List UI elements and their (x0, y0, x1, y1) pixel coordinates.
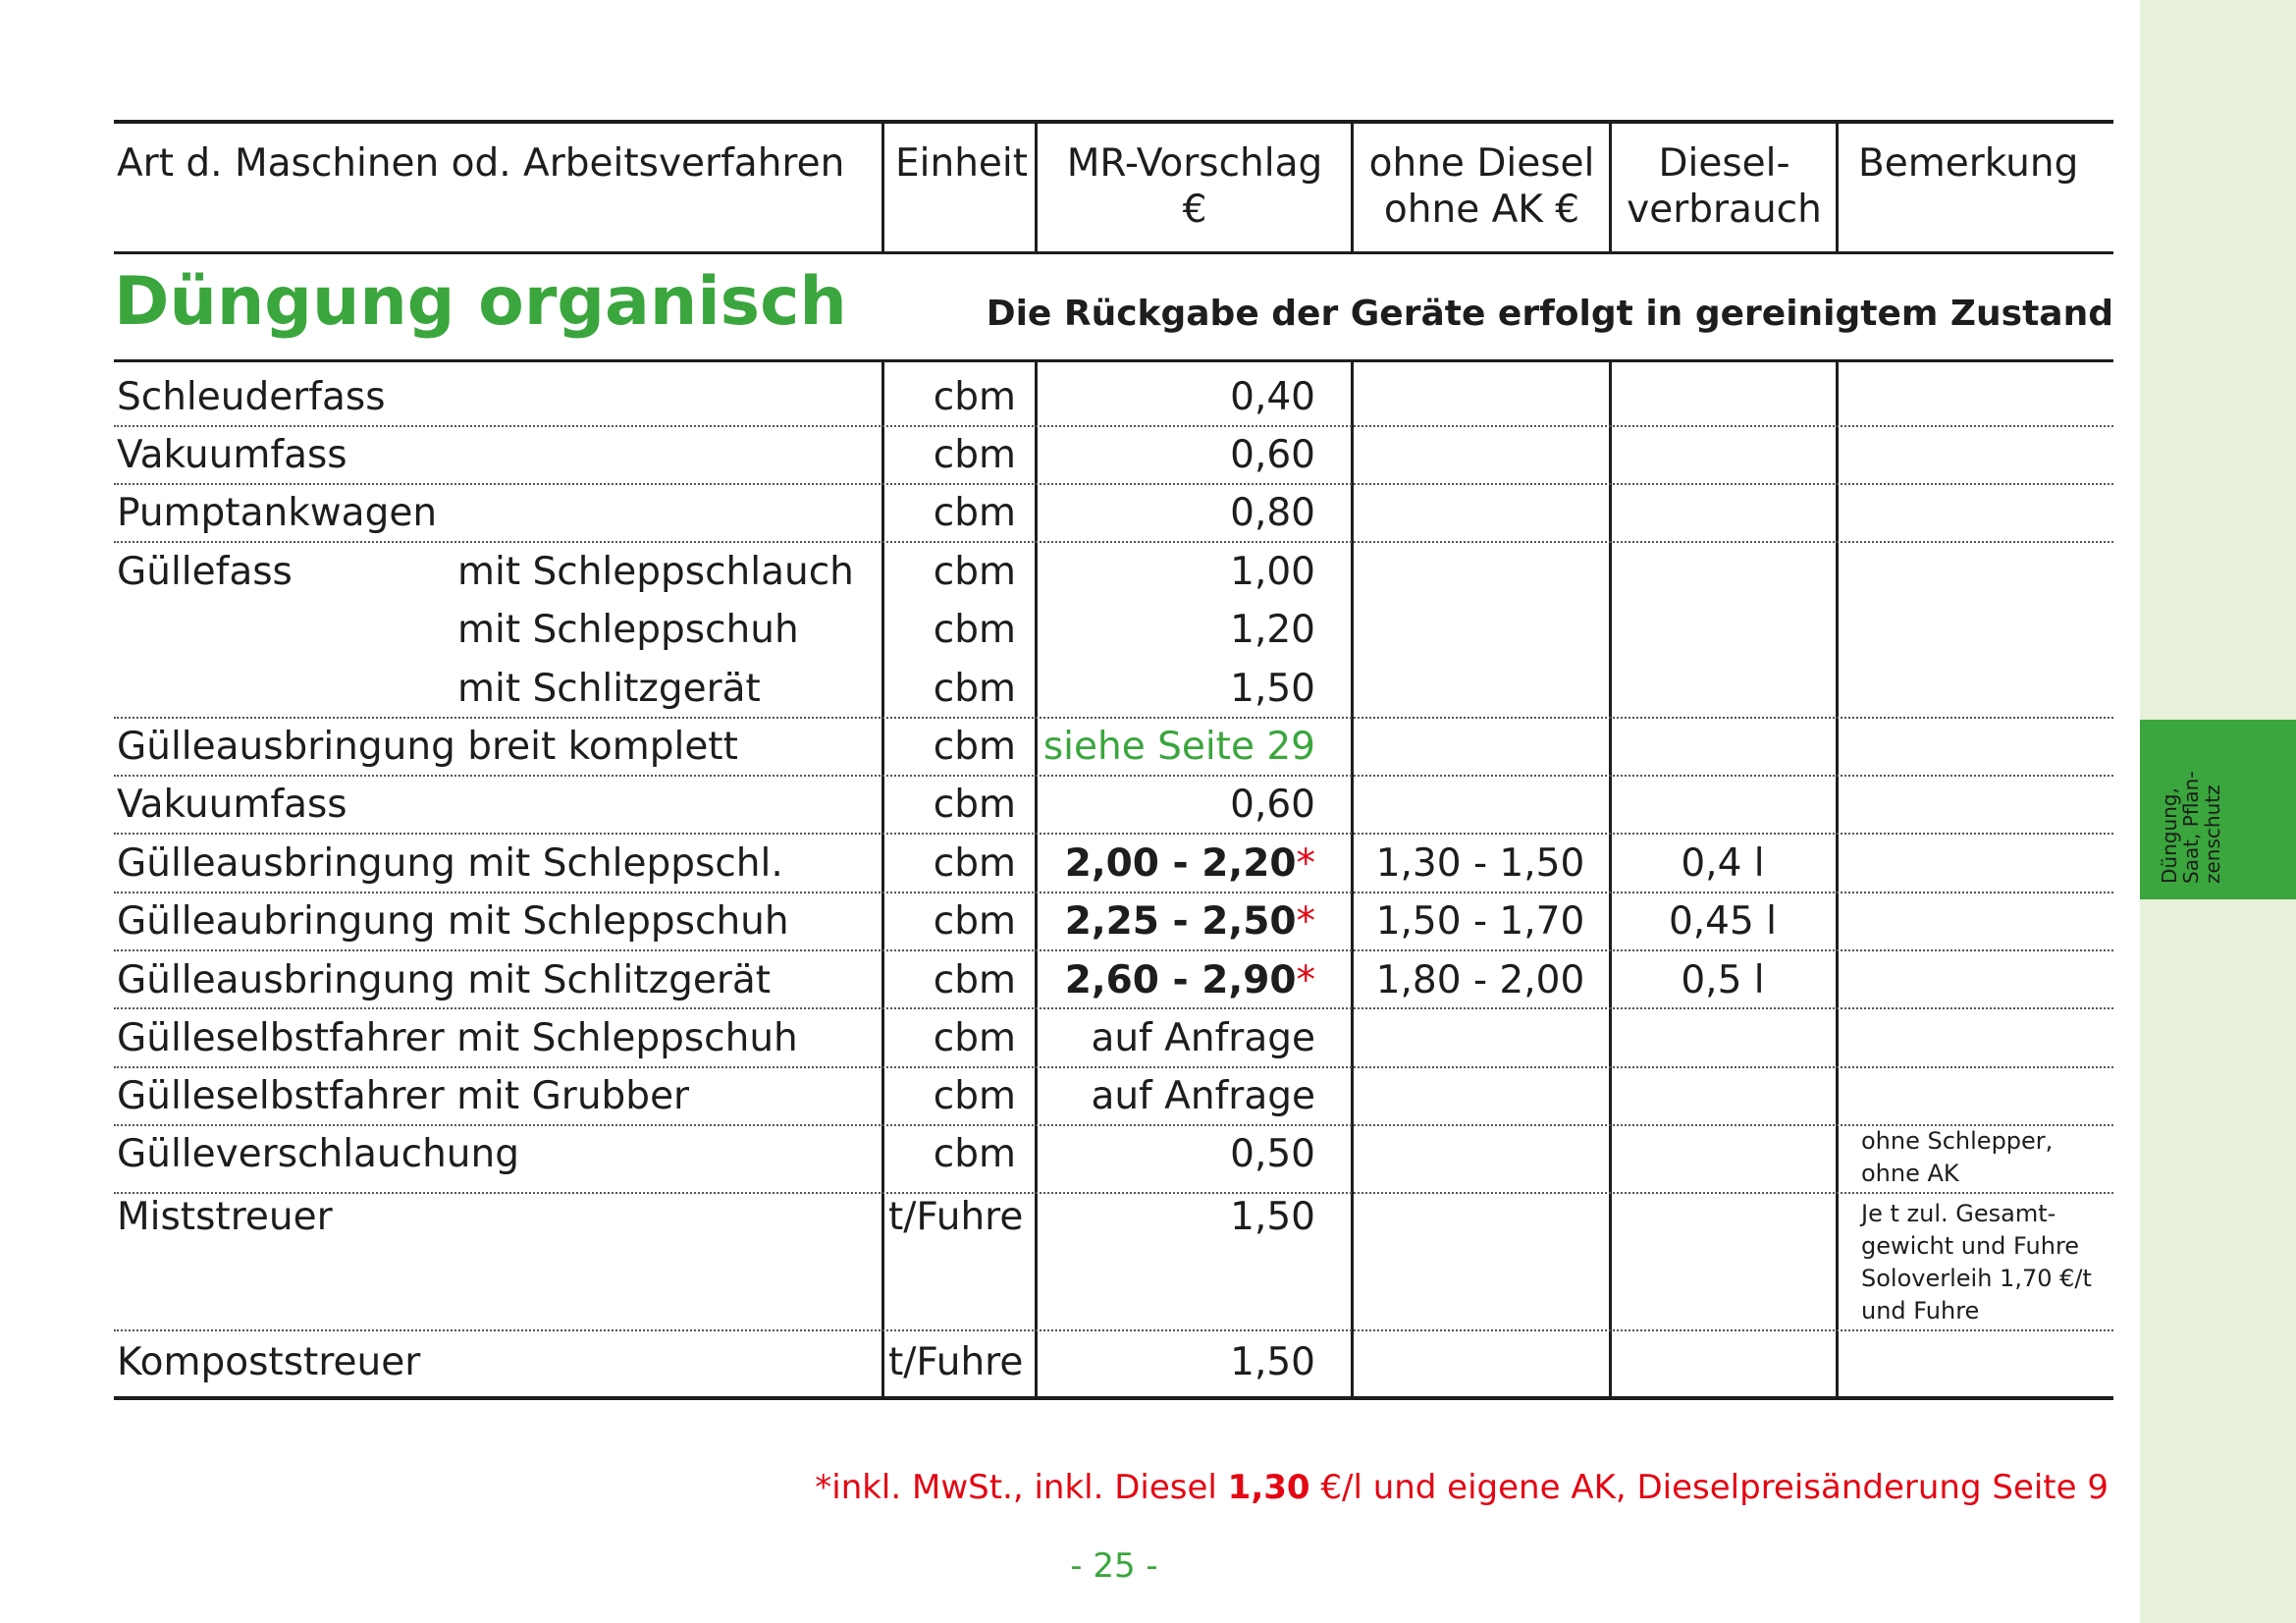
header-nodiesel-line2: ohne AK € (1383, 188, 1580, 232)
table-bottom-rule (114, 1396, 2113, 1400)
row-remark: Je t zul. Gesamt- gewicht und Fuhre Soloverleih 1,70 €/t und Fuhre (1861, 1200, 2092, 1325)
row-unit: cbm (933, 608, 1016, 652)
row-price (1041, 835, 1315, 893)
row-price (1041, 951, 1315, 1009)
row-variant: mit Schleppschuh (457, 608, 799, 652)
row-price: 0,80 (1230, 491, 1315, 535)
row-unit: cbm (933, 958, 1016, 1002)
header-mr-line2: € (1182, 188, 1207, 232)
header-divider (1836, 120, 1839, 254)
row-unit: cbm (933, 1074, 1016, 1118)
table-row (0, 660, 2296, 718)
row-without-diesel: 1,50 - 1,70 (1375, 899, 1585, 944)
table-row (0, 1009, 2296, 1067)
row-unit: cbm (933, 725, 1016, 769)
row-price: 1,20 (1230, 608, 1315, 652)
row-name: Gülleselbstfahrer mit Schleppschuh (117, 1016, 798, 1060)
price-value: 2,00 - 2,20 (1064, 841, 1297, 886)
footnote-marker: * (1296, 899, 1315, 944)
row-price: 1,00 (1230, 550, 1315, 594)
row-unit: cbm (933, 433, 1016, 477)
row-name: Gülleselbstfahrer mit Grubber (117, 1074, 690, 1118)
row-price: 1,50 (1230, 667, 1315, 711)
row-name: Gülleaubringung mit Schleppschuh (117, 899, 789, 944)
table-row (0, 718, 2296, 776)
header-diesel-line2: verbrauch (1627, 188, 1822, 232)
page-reference-link[interactable]: siehe Seite 29 (1042, 725, 1315, 769)
row-price: auf Anfrage (1091, 1016, 1315, 1060)
row-price: 0,60 (1230, 783, 1315, 827)
header-machine: Art d. Maschinen od. Arbeitsverfahren (117, 141, 845, 186)
row-name: Gülleausbringung mit Schlitzgerät (117, 958, 772, 1002)
header-divider (1035, 120, 1038, 254)
row-without-diesel: 1,80 - 2,00 (1375, 958, 1585, 1002)
row-name: Güllefass (117, 550, 293, 594)
row-name: Vakuumfass (117, 783, 347, 827)
row-variant: mit Schlitzgerät (457, 667, 761, 711)
table-row (0, 1188, 2296, 1325)
row-unit: cbm (933, 899, 1016, 944)
row-price: 0,50 (1230, 1132, 1315, 1176)
footnote-diesel-price: 1,30 (1227, 1468, 1310, 1507)
row-separator (114, 1329, 2113, 1331)
table-row (0, 1125, 2296, 1187)
row-diesel: 0,5 l (1681, 958, 1765, 1002)
footnote (815, 1466, 2109, 1509)
row-price: 1,50 (1230, 1195, 1315, 1239)
row-price: 1,50 (1230, 1340, 1315, 1384)
row-price: auf Anfrage (1091, 1074, 1315, 1118)
row-name: Kompoststreuer (117, 1340, 421, 1384)
row-unit: t/Fuhre (888, 1340, 1024, 1384)
row-name: Gülleausbringung mit Schleppschl. (117, 841, 783, 886)
table-row (0, 1067, 2296, 1125)
header-divider (1609, 120, 1612, 254)
page-number: - 25 - (1070, 1546, 1158, 1586)
row-unit: cbm (933, 1016, 1016, 1060)
price-value: 2,60 - 2,90 (1064, 958, 1297, 1002)
footnote-marker: * (1296, 958, 1315, 1002)
table-row (0, 368, 2296, 426)
body-top-rule (114, 359, 2113, 362)
footnote-prefix: *inkl. MwSt., inkl. Diesel (815, 1468, 1228, 1507)
row-name: Schleuderfass (117, 375, 386, 419)
header-mr-line1: MR-Vorschlag (1066, 141, 1323, 186)
row-diesel: 0,4 l (1681, 841, 1765, 886)
header-unit: Einheit (895, 141, 1029, 186)
row-name: Vakuumfass (117, 433, 347, 477)
header-mr-proposal (1039, 140, 1351, 233)
table-row (0, 835, 2296, 893)
table-row (0, 484, 2296, 542)
row-unit: cbm (933, 841, 1016, 886)
header-without-diesel (1355, 140, 1609, 233)
row-unit: t/Fuhre (888, 1195, 1024, 1239)
row-name: Pumptankwagen (117, 491, 438, 535)
price-value: 2,25 - 2,50 (1064, 899, 1297, 944)
header-diesel-consumption (1613, 140, 1836, 233)
table-row (0, 1333, 2296, 1391)
table-row (0, 601, 2296, 659)
row-name: Miststreuer (117, 1195, 333, 1239)
footnote-suffix: €/l und eigene AK, Dieselpreisänderung Seite 9 (1309, 1468, 2109, 1507)
row-unit: cbm (933, 1132, 1016, 1176)
row-unit: cbm (933, 491, 1016, 535)
row-price: 0,40 (1230, 375, 1315, 419)
header-divider (881, 120, 884, 254)
table-row (0, 543, 2296, 601)
table-top-rule (114, 120, 2113, 124)
header-nodiesel-line1: ohne Diesel (1368, 141, 1595, 186)
row-price (1041, 893, 1315, 950)
chapter-tab-label: Düngung, Saat, Pflan- zenschutz (2158, 771, 2224, 884)
table-row (0, 893, 2296, 950)
row-diesel: 0,45 l (1668, 899, 1778, 944)
footnote-marker: * (1296, 841, 1315, 886)
row-remark: ohne Schlepper, ohne AK (1861, 1127, 2054, 1187)
table-row (0, 951, 2296, 1009)
section-note: Die Rückgabe der Geräte erfolgt in gereinigtem Zustand (986, 294, 2113, 334)
row-unit: cbm (933, 550, 1016, 594)
row-name: Gülleausbringung breit komplett (117, 725, 738, 769)
header-bottom-rule (114, 251, 2113, 254)
section-title: Düngung organisch (114, 263, 847, 341)
header-divider (1351, 120, 1354, 254)
row-variant: mit Schleppschlauch (457, 550, 854, 594)
row-without-diesel: 1,30 - 1,50 (1375, 841, 1585, 886)
table-row (0, 426, 2296, 484)
table-row (0, 776, 2296, 834)
header-diesel-line1: Diesel- (1658, 141, 1790, 186)
row-unit: cbm (933, 783, 1016, 827)
row-unit: cbm (933, 375, 1016, 419)
row-price: 0,60 (1230, 433, 1315, 477)
row-name: Gülleverschlauchung (117, 1132, 519, 1176)
row-unit: cbm (933, 667, 1016, 711)
header-remark: Bemerkung (1858, 141, 2079, 186)
